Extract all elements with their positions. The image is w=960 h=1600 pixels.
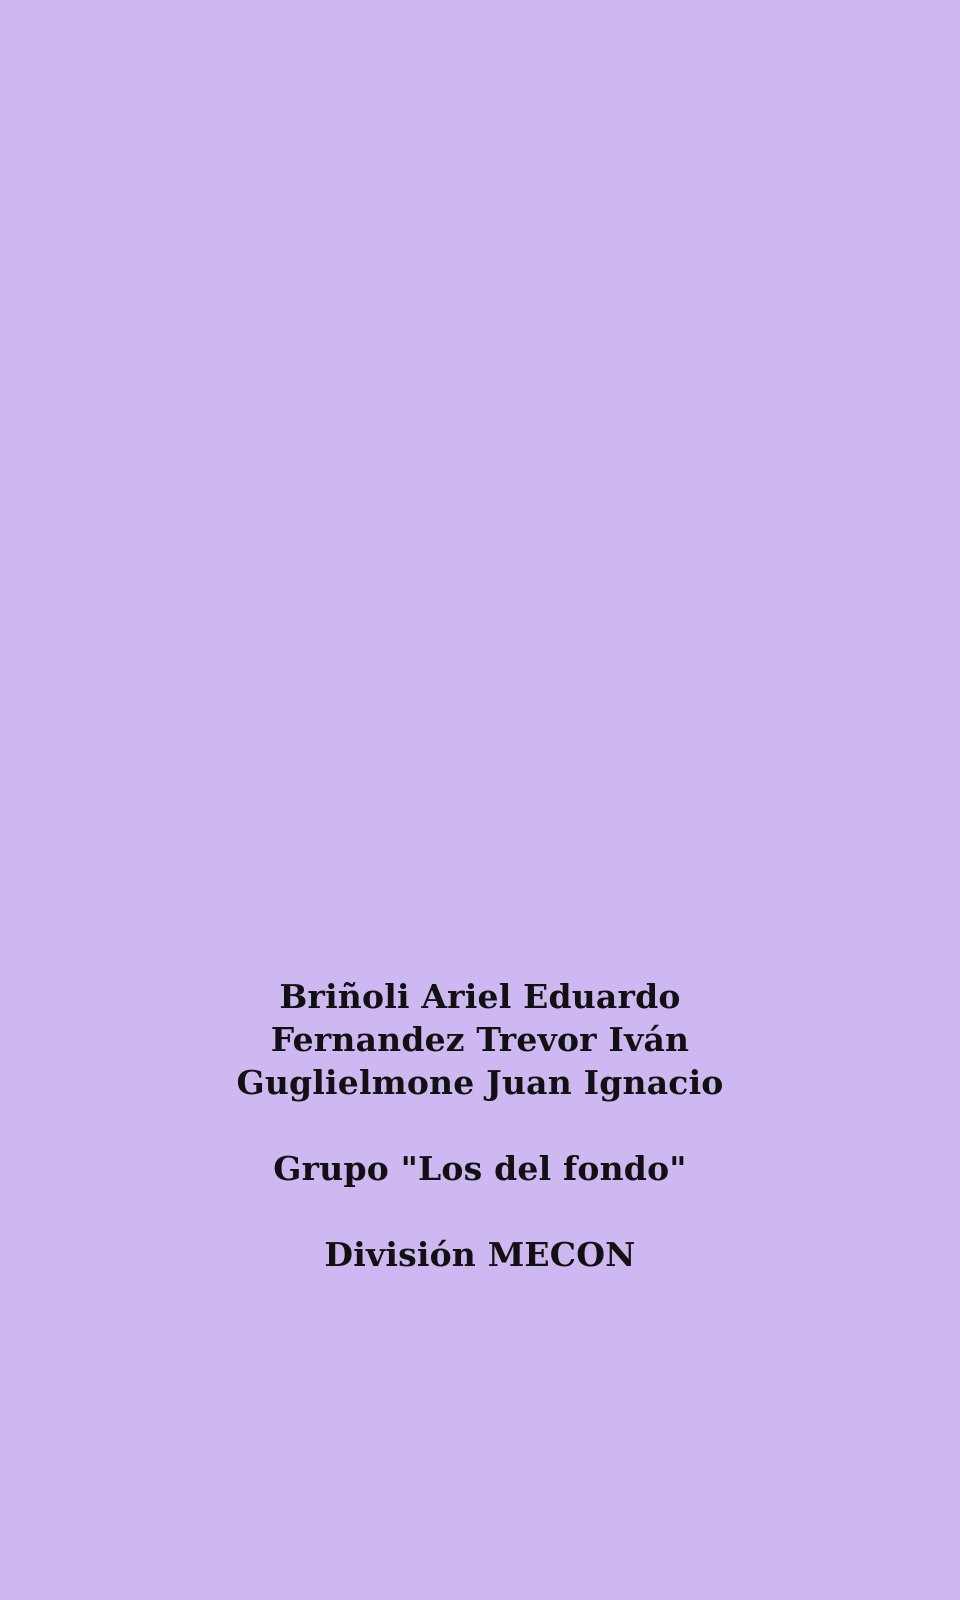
spacer <box>0 1104 960 1147</box>
author-name: Briñoli Ariel Eduardo <box>279 977 681 1016</box>
credits-block <box>0 975 960 1276</box>
division-name: División MECON <box>324 1235 636 1274</box>
spacer <box>0 1190 960 1233</box>
author-name: Fernandez Trevor Iván <box>270 1020 690 1059</box>
author-name: Guglielmone Juan Ignacio <box>236 1063 724 1102</box>
group-name: Grupo "Los del fondo" <box>273 1149 687 1188</box>
